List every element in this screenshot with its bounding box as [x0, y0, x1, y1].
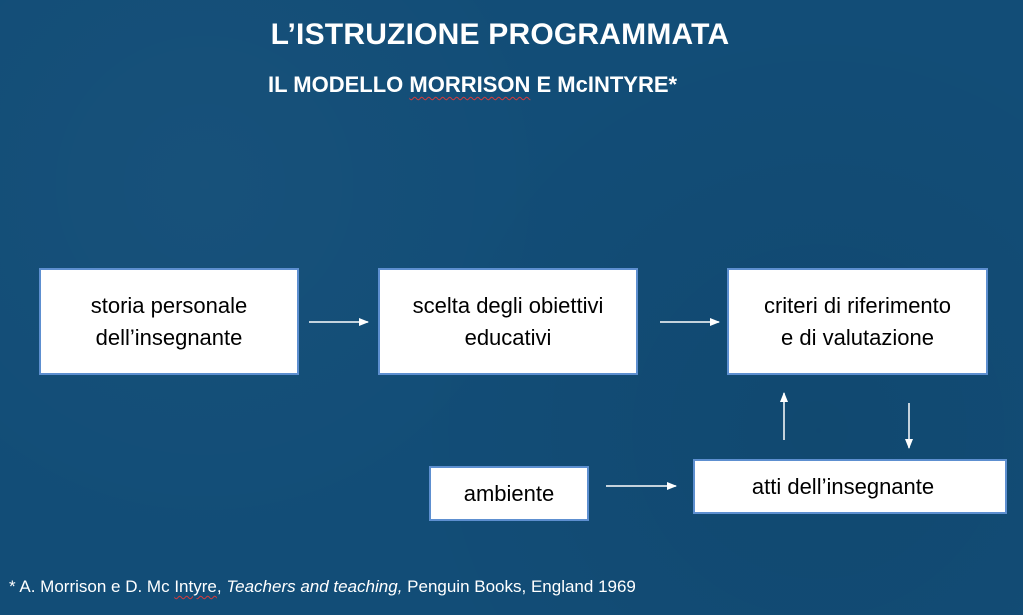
footnote-prefix: * A. Morrison e D. Mc	[9, 577, 175, 596]
subtitle-suffix: E McINTYRE*	[530, 72, 678, 97]
box-scelta-obiettivi	[378, 268, 638, 375]
footnote-spellcheck-word: Intyre	[174, 577, 217, 596]
box-scelta-line1: scelta degli obiettivi	[412, 292, 604, 318]
box-criteri-line1: criteri di riferimento	[763, 292, 952, 318]
box-ambiente-label: ambiente	[463, 480, 555, 506]
box-criteri-text	[764, 290, 951, 354]
box-ambiente	[429, 466, 589, 521]
box-criteri-riferimento	[727, 268, 988, 375]
footnote-citation	[9, 577, 636, 597]
subtitle-prefix: IL MODELLO	[268, 72, 410, 97]
subtitle-spellcheck-word: MORRISON	[409, 72, 531, 97]
footnote-book-title: Teachers and teaching,	[226, 577, 403, 596]
footnote-separator: ,	[216, 577, 227, 596]
box-storia-text	[91, 290, 248, 354]
box-storia-line1: storia personale	[90, 292, 248, 318]
box-scelta-text	[413, 290, 604, 354]
box-scelta-line2: educativi	[464, 324, 552, 350]
box-criteri-line2: e di valutazione	[781, 324, 934, 350]
box-storia-line2: dell’insegnante	[95, 324, 243, 350]
box-atti-label: atti dell’insegnante	[751, 473, 935, 499]
footnote-publisher: Penguin Books, England 1969	[402, 577, 636, 596]
box-atti-insegnante	[693, 459, 1007, 514]
slide-title: L’ISTRUZIONE PROGRAMMATA	[270, 18, 730, 51]
box-storia-personale	[39, 268, 299, 375]
